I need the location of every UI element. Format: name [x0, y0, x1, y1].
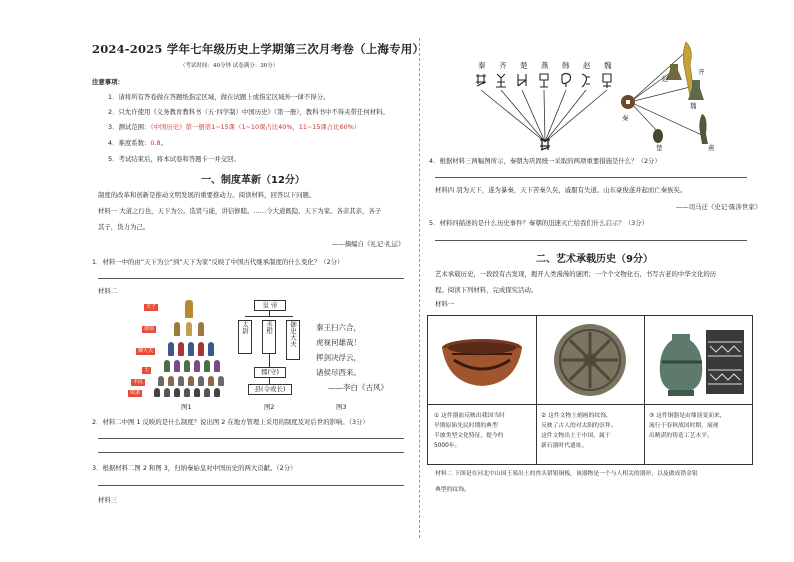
table-row-divider	[428, 404, 752, 405]
note-3-prefix: 3．测试范围：	[108, 123, 151, 131]
glyph-zhao	[582, 74, 590, 87]
figure-commoner	[208, 376, 214, 386]
figure-minister	[188, 342, 194, 356]
coin-label-qin: 秦	[622, 114, 629, 122]
state-wei: 魏	[604, 61, 612, 70]
fig3-label: 图3	[336, 403, 347, 411]
figure-slave	[214, 388, 220, 397]
figure-scholar	[184, 360, 190, 372]
figure-slave	[174, 388, 180, 397]
cell-1-line: 5000年。	[434, 443, 461, 449]
figure-commoner	[188, 376, 194, 386]
ant-nose-coin-chu	[653, 129, 663, 143]
figure-slave	[184, 388, 190, 397]
note-2: 2．只允许使用《义务教育教科书（五·四学制）中国历史》（第一册），教科书中不得夹带任何材料。	[108, 108, 389, 116]
coins-svg	[618, 40, 718, 152]
cell-2-text	[541, 411, 616, 451]
question-4: 4．根据材料三两幅图所示，秦朝为巩固统一采取的两项重要措施是什么？（2分）	[429, 157, 661, 165]
figure-slave	[204, 388, 210, 397]
answer-line-5[interactable]	[435, 240, 747, 241]
figure-scholar	[194, 360, 200, 372]
figure-lord	[186, 322, 192, 336]
cell-1-text	[434, 411, 505, 451]
figure1-feudal-hierarchy	[128, 300, 228, 398]
poem-line-2: 虎视何雄哉！	[316, 338, 361, 347]
figure-minister	[208, 342, 214, 356]
bronze-hu-vessel	[644, 316, 752, 404]
knife-coin-yan	[699, 114, 708, 144]
state-han: 韩	[562, 61, 570, 70]
cell-3-line: ③ 这件铜器是由鼎演变而来，	[649, 413, 726, 419]
poem-line-3: 挥剑决浮云，	[316, 353, 361, 362]
fan-lines	[481, 90, 607, 142]
state-zhao: 赵	[583, 61, 591, 70]
section2-intro-2: 程。阅读下列材料，完成探究活动。	[435, 286, 538, 294]
connector	[269, 353, 270, 367]
material3-label: 材料三	[98, 496, 118, 504]
section1-heading: 一、制度革新（12分）	[201, 175, 305, 186]
cell-2-line: 这件文物出土于中国，属于	[541, 433, 611, 439]
figure-minister	[198, 342, 204, 356]
box-county: 县(令或长)	[248, 384, 292, 395]
material4-text: 材料四 羽为天下，遂为暴秦，天下苦秦久矣，戚服有失道。山东豪俊遂并起而亡秦族矣。	[435, 186, 687, 194]
cell-3-line: 流行于春秋战国时期，展现	[649, 423, 719, 429]
figure-slave	[164, 388, 170, 397]
tag-tianzi: 天子	[146, 304, 157, 310]
coin-hole	[626, 100, 630, 104]
cell-2-line: ② 这件文物上刻画的纹饰，	[541, 413, 612, 419]
figure-currency-unification	[618, 40, 718, 152]
section2-material2-line1: 材料二 下图是在河北中山国王墓出土的兽头错银铜板，该器物是一个与人相关的器形，以及做成错金银	[435, 471, 698, 477]
state-qin: 秦	[478, 61, 486, 70]
note-1: 1．请将所有答卷做在答题纸指定区域，做在试题上或指定区域外一律不得分。	[108, 93, 330, 101]
cell-3-text	[649, 411, 726, 441]
connector	[245, 316, 293, 317]
answer-line-3[interactable]	[98, 485, 404, 486]
figure-scholar	[174, 360, 180, 372]
answer-line-2a[interactable]	[98, 438, 404, 439]
glyph-yan	[540, 74, 548, 87]
material1-source: ——摘编自《礼记·礼运》	[332, 240, 405, 248]
note-4-label: 4．难度系数：	[108, 139, 151, 147]
material4-source: ——司马迁《史记·陈涉世家》	[676, 203, 762, 211]
box-commandery: 郡(守)	[254, 367, 286, 378]
carved-stone-disc	[536, 316, 644, 404]
figure-commoner	[158, 376, 164, 386]
state-qi: 齐	[499, 61, 507, 70]
figure-lord	[198, 322, 204, 336]
tag-nuli: 奴隶	[130, 390, 141, 396]
poem-line-4: 诸侯尽西来。	[316, 368, 361, 377]
coin-label-wei: 魏	[690, 102, 697, 110]
answer-line-2b[interactable]	[98, 452, 404, 453]
figure3-poem	[316, 320, 388, 395]
figure-commoner	[198, 376, 204, 386]
bowl-interior	[448, 342, 516, 354]
disc-rays	[562, 332, 618, 388]
fig1-label: 图1	[181, 403, 192, 411]
glyph-wei	[603, 74, 611, 88]
state-yan: 燕	[541, 61, 549, 70]
figure-lord	[174, 322, 180, 336]
cell-1-line: 半坡类型文化特征，提今约	[434, 433, 504, 439]
difficulty-value: 0.8	[150, 139, 161, 147]
figure-scholar	[214, 360, 220, 372]
painted-pottery-bowl	[428, 316, 536, 404]
question-2: 2．材料二中图 1 反映的是什么制度？说出图 2 在地方管理上采用的制度及对后世的影响。（3分）	[92, 418, 369, 426]
box-yushidafu	[286, 320, 300, 360]
note-5: 5．考试结束后，将本试卷和答题卡一并交回。	[108, 155, 240, 163]
tag-zhuhou: 诸侯	[144, 326, 155, 332]
cell-1-line: ① 这件器皿反映出我国当时	[434, 413, 505, 419]
material1-line1: 材料一 大道之行也，天下为公。选贤与能，讲信修睦。……今大道既隐，天下为家。各亲其亲，各子	[98, 207, 382, 215]
section2-intro-1: 艺术承载历史，一段段有古发现，揭开人类漫漫的谜团；一个个文物化石，书写古老的中华文化的历	[435, 270, 717, 278]
tag-shi: 士	[144, 367, 150, 373]
figure2-government-chart	[236, 300, 302, 400]
section2-heading: 二、艺术承载历史（9分）	[536, 254, 653, 265]
note-4-end: 。	[160, 139, 167, 147]
cell-1-line: 早期原始先民时期的典型	[434, 423, 498, 429]
glyph-han	[562, 74, 571, 88]
coin-label-chu: 楚	[656, 144, 663, 152]
coin-label-zhao: 赵	[662, 75, 669, 83]
figure-minister	[168, 342, 174, 356]
box-chengxiang	[262, 320, 276, 354]
figure-minister	[178, 342, 184, 356]
connector	[269, 377, 270, 384]
question-5: 5．材料四描述的是什么历史事件？秦朝的迅速灭亡给我们什么启示？（3分）	[429, 219, 649, 227]
column-divider	[419, 38, 420, 538]
section2-material1-label: 材料一	[435, 300, 455, 308]
cell-2-line: 新石器时代遗址。	[541, 443, 588, 449]
coin-label-yan: 燕	[708, 144, 715, 152]
section2-material2-line2: 典型的纹饰。	[435, 487, 470, 493]
notes-heading: 注意事项：	[92, 78, 124, 86]
poem-source: ——李白《古风》	[328, 383, 388, 392]
yushidafu-label: 御史大夫	[289, 321, 297, 347]
spade-coin-zhao	[666, 64, 682, 80]
state-chu: 楚	[520, 61, 528, 70]
exam-title: 2024-2025 学年七年级历史上学期第三次月考卷（上海专用）	[92, 42, 425, 56]
figure-commoner	[168, 376, 174, 386]
cell-3-line: 出精湛的铸造工艺水平。	[649, 433, 713, 439]
poem-line-1: 秦王扫六合，	[316, 323, 361, 332]
note-3	[108, 123, 360, 131]
question-3: 3．根据材料二图 2 和图 3，归纳秦始皇对中国历史的两大贡献。（2分）	[92, 464, 297, 472]
glyph-qin	[476, 74, 486, 86]
figure-scholar	[164, 360, 170, 372]
figure-script-unification	[470, 60, 620, 152]
ancient-glyphs	[476, 74, 611, 89]
box-emperor: 皇 帝	[254, 300, 286, 311]
exam-subtitle: （考试时间：40分钟 试卷满分：30分）	[180, 63, 279, 69]
section1-intro: 制度的改革和创新是推动文明发展的重要推动力。阅读材料，回答以下问题。	[98, 191, 316, 199]
vessel-base	[668, 390, 694, 396]
answer-line-4[interactable]	[435, 177, 747, 178]
chengxiang-label: 丞相	[265, 321, 273, 334]
figure-slave	[154, 388, 160, 397]
question-1: 1．材料一中的由“天下为公”到“天下为家”反映了中国古代继承制度的什么变化？（2分）	[92, 258, 344, 266]
taiwei-label: 太尉	[241, 321, 249, 334]
cell-2-line: 反映了古人的对太阳的崇拜。	[541, 423, 617, 429]
note-4	[108, 139, 167, 147]
answer-line-1[interactable]	[98, 278, 404, 279]
figure-emperor	[185, 300, 193, 318]
glyph-unified	[540, 138, 550, 150]
script-fan-svg	[470, 60, 620, 152]
figure-scholar	[204, 360, 210, 372]
glyph-chu	[518, 74, 526, 86]
glyph-qi	[496, 74, 506, 87]
note-3-range: 《中国历史》第一册第1~15课（1~10课占比40%，11~15课占比60%）	[150, 123, 361, 131]
tag-qingdafu: 卿大夫	[138, 348, 154, 354]
figure-slave	[194, 388, 200, 397]
fig2-label: 图2	[264, 403, 275, 411]
material2-label: 材料二	[98, 287, 118, 295]
figure-commoner	[218, 376, 224, 386]
coin-label-qi: 齐	[698, 68, 705, 76]
figure-commoner	[178, 376, 184, 386]
box-taiwei	[238, 320, 252, 354]
artifact-table	[427, 315, 753, 465]
material1-line2: 其子，货力为己。	[98, 223, 150, 231]
tag-pingmin: 平民	[133, 379, 144, 385]
